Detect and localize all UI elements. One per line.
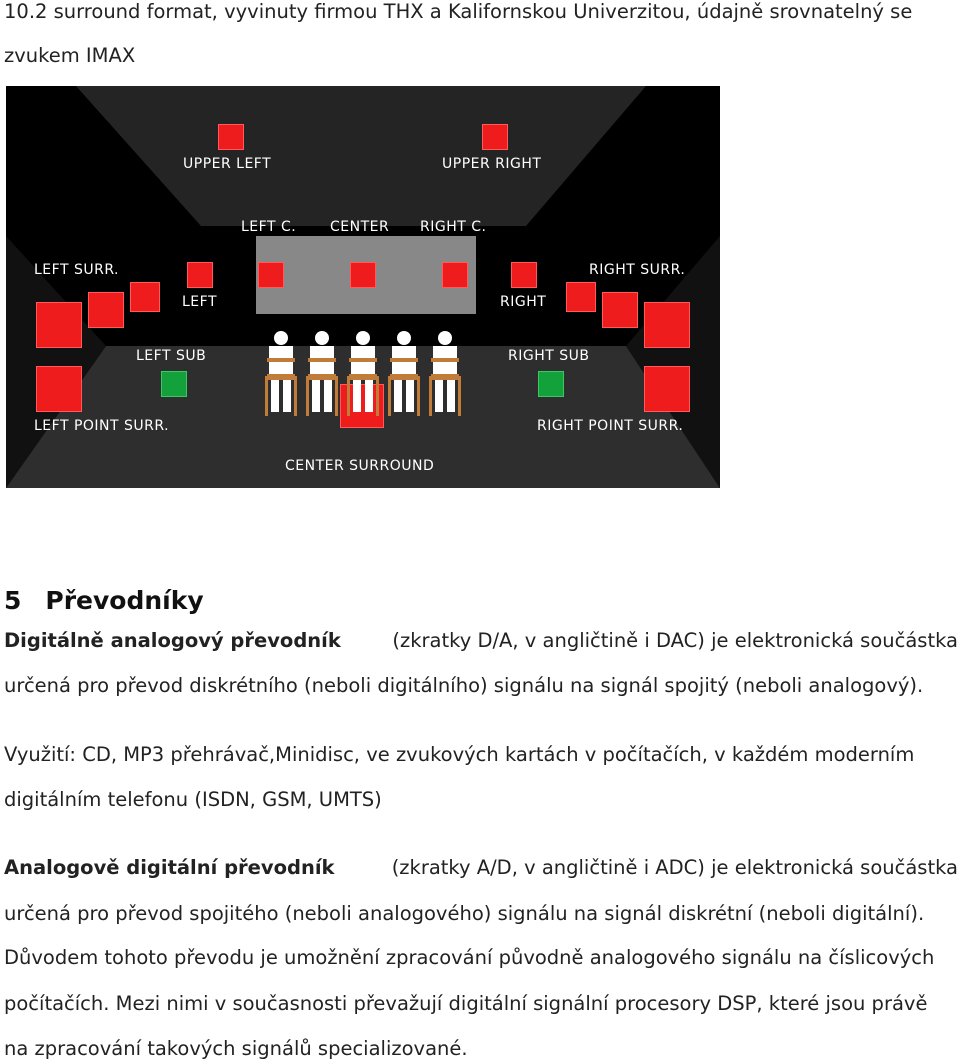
p3-line-3: Důvodem tohoto převodu je umožnění zpracování původně analogového signálu na číslicových [4,946,935,969]
speaker-upper-right [482,124,508,150]
section-heading [4,586,204,615]
p3-line-2: určená pro převod spojitého (neboli analogového) signálu na signál diskrétní (neboli digitální). [4,902,925,925]
listener-icon [263,330,299,420]
intro-line-2: zvukem IMAX [4,44,136,67]
listener-icon [345,330,381,420]
listener-icon [427,330,463,420]
label-upper-right: UPPER RIGHT [442,156,542,172]
speaker-right [511,262,537,288]
p2-line-2: digitálním telefonu (ISDN, GSM, UMTS) [4,788,382,811]
p3-line-1-rest: (zkratky A/D, v angličtině i ADC) je elektronická součástka [391,856,958,879]
label-left-point-surr: LEFT POINT SURR. [34,418,170,434]
label-left-surr: LEFT SURR. [34,262,119,278]
listener-icon [386,330,422,420]
section-title: Převodníky [45,586,204,615]
label-right-surr: RIGHT SURR. [589,262,686,278]
speaker-right-center [442,262,468,288]
label-center: CENTER [330,219,390,235]
p2-line-1 [4,743,958,767]
speaker-left-surr-3 [36,302,82,348]
listener-icon [304,330,340,420]
speaker-left-point-surr [36,366,82,412]
label-right-point-surr: RIGHT POINT SURR. [537,418,684,434]
label-right-sub: RIGHT SUB [508,348,590,364]
label-upper-left: UPPER LEFT [183,156,272,172]
speaker-right-surr-3 [644,302,690,348]
speaker-left [187,262,213,288]
p3-line-1 [4,856,958,880]
p2-line-1-text: Využití: CD, MP3 přehrávač,Minidisc, ve zvukových kartách v počítačích, v každém moderním [4,743,915,766]
speaker-center [350,262,376,288]
speaker-left-center [258,262,284,288]
label-left-c: LEFT C. [241,219,297,235]
p3-line-4: počítačích. Mezi nimi v současnosti převažují digitální signální procesory DSP, které jsou právě [4,992,928,1015]
speaker-left-surr-1 [130,282,160,312]
label-right: RIGHT [500,294,547,310]
p1-bold-term: Digitálně analogový převodník [4,629,341,652]
label-left-sub: LEFT SUB [136,348,207,364]
label-left: LEFT [182,294,218,310]
label-right-c: RIGHT C. [420,219,487,235]
speaker-upper-left [218,124,244,150]
p1-line-1-rest: (zkratky D/A, v angličtině i DAC) je elektronická součástka [392,629,958,652]
intro-text-1: 10.2 surround format, vyvinuty firmou THX a Kalifornskou Univerzitou, údajně srovnatelný se [4,0,913,23]
speaker-left-surr-2 [88,292,124,328]
p1-line-1 [4,629,958,653]
p3-bold-term: Analogově digitální převodník [4,856,335,879]
speaker-right-surr-1 [566,282,596,312]
speaker-right-point-surr [644,366,690,412]
speaker-right-surr-2 [602,292,638,328]
subwoofer-left [161,371,187,397]
p1-line-2: určená pro převod diskrétního (neboli digitálního) signálu na signál spojitý (neboli analogový). [4,674,924,697]
surround-diagram [6,86,720,488]
section-number: 5 [4,586,22,615]
label-center-surround: CENTER SURROUND [285,458,435,474]
intro-line-1 [4,0,958,24]
p3-line-5: na zpracování takových signálů specializované. [4,1037,468,1060]
subwoofer-right [538,371,564,397]
